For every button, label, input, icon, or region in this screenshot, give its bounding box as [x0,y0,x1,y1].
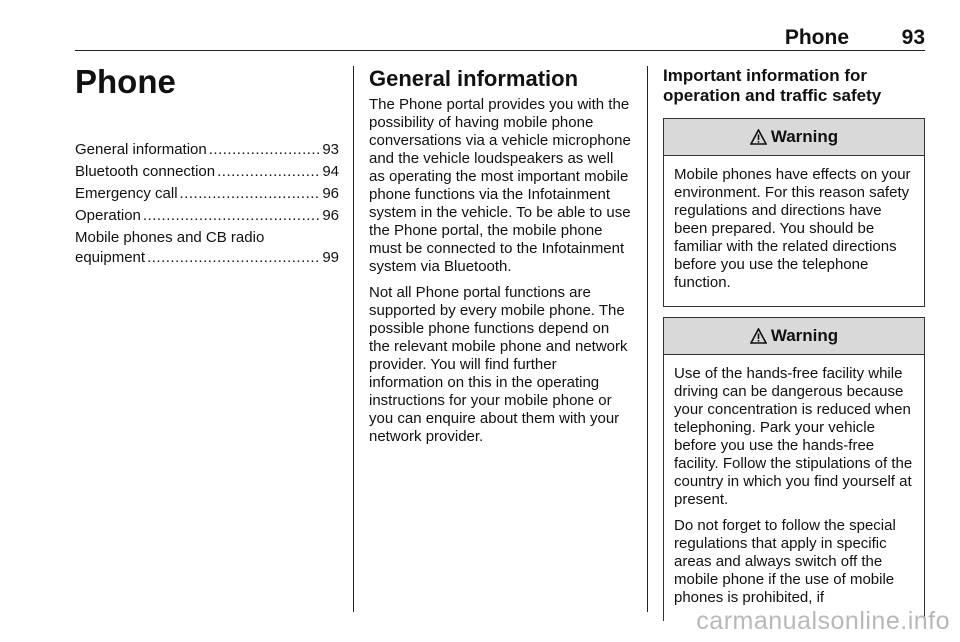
toc-entry[interactable] [75,228,339,268]
subsection-heading: Important information for operation and traffic safety [663,66,882,105]
warning-box [663,118,925,307]
chapter-title: Phone [75,63,176,100]
warning-header [664,119,924,156]
toc-leader-dots [217,162,320,182]
warning-body [664,355,924,621]
warning-text: Do not forget to follow the special regulations that apply in specific areas and always switch off the mobile phone if the use of mobile phones is prohibited, if [674,517,896,606]
toc-entry[interactable] [75,140,339,160]
safety-column [663,66,925,621]
warning-text: Use of the hands-free facility while driving can be dangerous because your concentration is reduced when telephoning. Park your vehicle before you use the hands-free facility. Follow the stipulations of the country in which you find yourself at present. [674,365,913,508]
warning-box [663,317,925,621]
toc-entry-label: Operation [75,207,141,224]
toc-entry[interactable] [75,184,339,204]
column-divider-1 [353,66,354,612]
toc-entry-label: General information [75,141,207,158]
header-section-title: Phone [784,26,849,49]
body-paragraph: Not all Phone portal functions are supported by every mobile phone. The possible phone functions depend on the relevant mobile phone and network provider. You will find further information on this in the operating instructions for your mobile phone or you can enquire about them with your network provider. [369,284,628,445]
page-number: 93 [901,26,925,49]
toc-entry-page: 93 [322,141,339,158]
toc-entry[interactable] [75,206,339,226]
toc-entry-label: Bluetooth connection [75,163,216,180]
toc-entry[interactable] [75,162,339,182]
toc-leader-dots [180,184,321,204]
toc-entry-page: 96 [322,207,339,224]
warning-title: Warning [770,326,839,345]
toc-leader-dots [143,206,320,226]
warning-body [664,156,924,306]
chapter-column [75,62,339,270]
general-information-column [369,66,633,454]
toc-entry-page: 94 [322,163,339,180]
warning-triangle-icon [750,328,767,344]
warning-header [664,318,924,355]
toc-entry-page: 99 [322,249,339,266]
warning-title: Warning [770,127,839,146]
column-divider-2 [647,66,648,612]
toc-entry-label-line2: equipment [75,249,146,266]
warning-text: Mobile phones have effects on your environment. For this reason safety regulations and directions have been prepared. You should be familiar with the related directions before you use the telephone function. [674,166,911,291]
page-header [75,26,925,52]
toc-entry-label: Emergency call [75,185,178,202]
watermark: carmanualsonline.info [696,607,950,635]
warning-triangle-icon [750,129,767,145]
toc-entry-label-line1: Mobile phones and CB radio [75,229,265,246]
toc-entry-page: 96 [322,185,339,202]
toc-leader-dots [147,248,320,268]
toc-leader-dots [209,140,321,160]
header-rule [75,50,925,51]
section-heading: General information [369,66,579,91]
body-paragraph: The Phone portal provides you with the possibility of having mobile phone conversations via a vehicle microphone and the vehicle loudspeakers as well as operating the most important mobile phone functions via the Infotainment system in the vehicle. To be able to use the Phone portal, the mobile phone must be connected to the Infotainment system via Bluetooth. [369,96,631,275]
